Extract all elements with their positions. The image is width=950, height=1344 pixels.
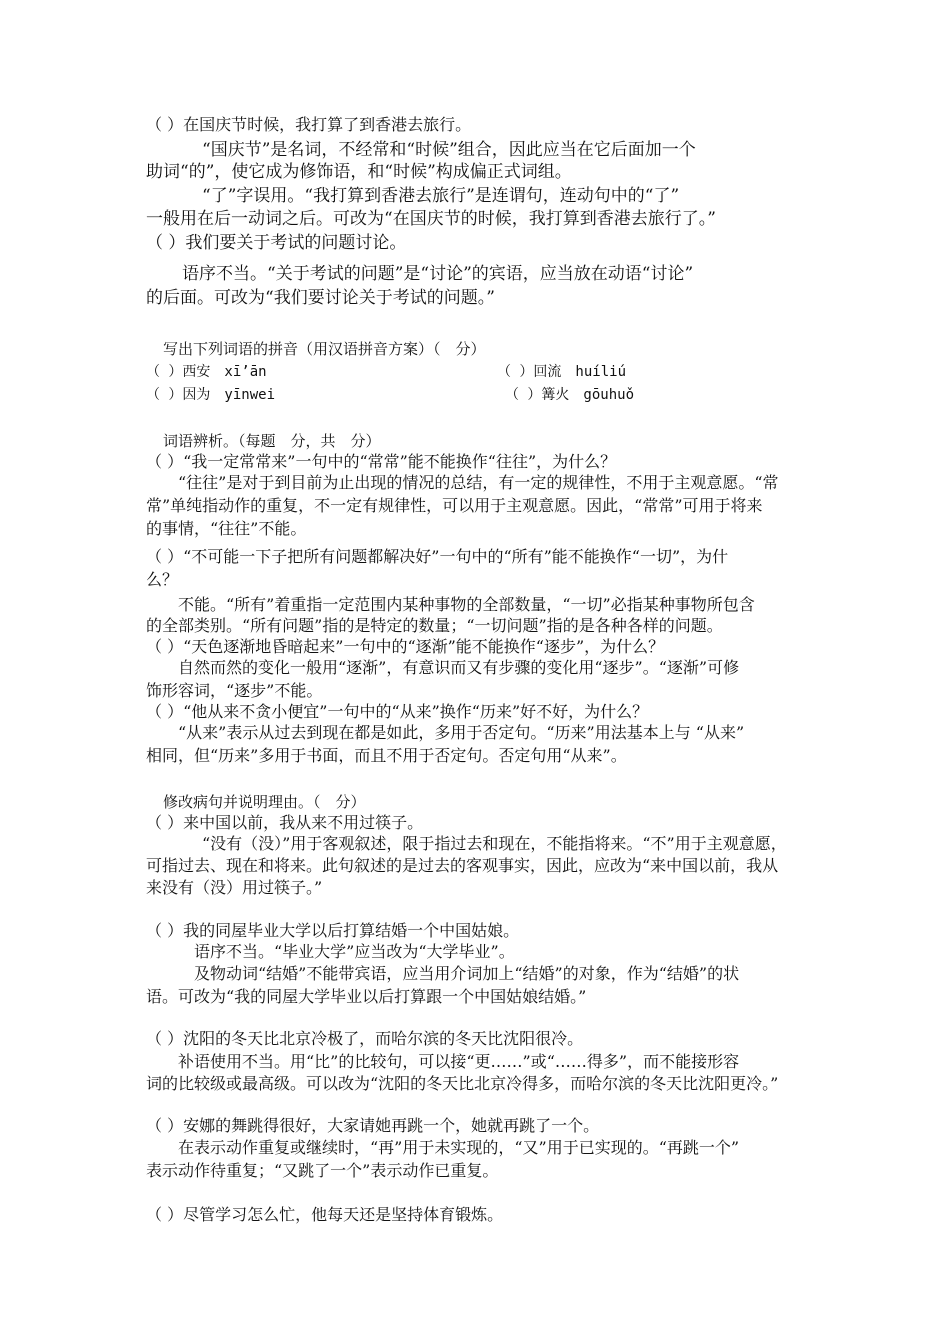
explanation-line: 不能。“所有”着重指一定范围内某种事物的全部数量，“一切”必指某种事物所包含 [178, 595, 755, 614]
explanation-line: 来没有（没）用过筷子。” [146, 878, 323, 897]
explanation-line: 在表示动作重复或继续时，“再”用于未实现的，“又”用于已实现的。“再跳一个” [178, 1138, 740, 1157]
explanation-line: “国庆节”是名词，不经常和“时候”组合，因此应当在它后面加一个 [202, 140, 696, 160]
question-line: （ ）“天色逐渐地昏暗起来”一句中的“逐渐”能不能换作“逐步”，为什么？ [146, 637, 665, 656]
question-line: （ ）我们要关于考试的问题讨论。 [146, 233, 407, 253]
question-line: （ ）来中国以前，我从来不用过筷子。 [146, 813, 424, 832]
question-line: （ ）在国庆节时候，我打算了到香港去旅行。 [146, 115, 472, 134]
explanation-line: 语序不当。“毕业大学”应当改为“大学毕业”。 [194, 942, 515, 961]
pinyin-item: （ ）西安 xī’ān [146, 364, 267, 380]
explanation-line: 饰形容词，“逐步”不能。 [146, 681, 323, 700]
pinyin-item: （ ）篝火 gōuhuǒ [505, 387, 635, 403]
explanation-line: “从来”表示从过去到现在都是如此，多用于否定句。“历来”用法基本上与 “从来” [178, 723, 745, 742]
question-line: （ ）我的同屋毕业大学以后打算结婚一个中国姑娘。 [146, 921, 520, 940]
question-line: （ ）“我一定常常来”一句中的“常常”能不能换作“往往”，为什么？ [146, 452, 617, 471]
explanation-line: “没有（没）”用于客观叙述，限于指过去和现在，不能指将来。“不”用于主观意愿， [202, 834, 787, 853]
explanation-line: 表示动作待重复；“又跳了一个”表示动作已重复。 [146, 1161, 499, 1180]
explanation-line: 自然而然的变化一般用“逐渐”，有意识而又有步骤的变化用“逐步”。“逐渐”可修 [178, 658, 740, 677]
section-heading: 修改病句并说明理由。（ 分） [163, 793, 366, 811]
section-heading: 写出下列词语的拼音（用汉语拼音方案）（ 分） [163, 340, 486, 358]
explanation-line: 补语使用不当。用“比”的比较句，可以接“更……”或“……得多”，而不能接形容 [178, 1052, 740, 1071]
explanation-line: 及物动词“结婚”不能带宾语，应当用介词加上“结婚”的对象，作为“结婚”的状 [194, 964, 740, 983]
explanation-line: 一般用在后一动词之后。可改为“在国庆节的时候，我打算到香港去旅行了。” [146, 209, 716, 229]
explanation-line: 常”单纯指动作的重复，不一定有规律性，可以用于主观意愿。因此，“常常”可用于将来 [146, 496, 763, 515]
explanation-line: 可指过去、现在和将来。此句叙述的是过去的客观事实，因此，应改为“来中国以前，我从 [146, 856, 779, 875]
explanation-line: 词的比较级或最高级。可以改为“沈阳的冬天比北京冷得多，而哈尔滨的冬天比沈阳更冷。” [146, 1074, 779, 1093]
explanation-line: 的事情，“往往”不能。 [146, 519, 307, 538]
explanation-line: 助词“的”，使它成为修饰语，和“时候”构成偏正式词组。 [146, 162, 572, 182]
explanation-line: “了”字误用。“我打算到香港去旅行”是连谓句，连动句中的“了” [202, 186, 680, 206]
pinyin-item: （ ）回流 huíliú [497, 364, 627, 380]
question-line: （ ）安娜的舞跳得很好，大家请她再跳一个，她就再跳了一个。 [146, 1116, 600, 1135]
question-line: 么？ [146, 570, 179, 589]
question-line: （ ）“不可能一下子把所有问题都解决好”一句中的“所有”能不能换作“一切”，为什 [146, 547, 729, 566]
explanation-line: 的后面。可改为“我们要讨论关于考试的问题。” [146, 288, 495, 308]
question-line: （ ）沈阳的冬天比北京冷极了，而哈尔滨的冬天比沈阳很冷。 [146, 1029, 584, 1048]
explanation-line: 的全部类别。“所有问题”指的是特定的数量；“一切问题”指的是各种各样的问题。 [146, 616, 723, 635]
question-line: （ ）尽管学习怎么忙，他每天还是坚持体育锻炼。 [146, 1205, 504, 1224]
explanation-line: 相同，但“历来”多用于书面，而且不用于否定句。否定句用“从来”。 [146, 746, 627, 765]
explanation-line: “往往”是对于到目前为止出现的情况的总结，有一定的规律性，不用于主观意愿。“常 [178, 473, 779, 492]
explanation-line: 语。可改为“我的同屋大学毕业以后打算跟一个中国姑娘结婚。” [146, 987, 587, 1006]
question-line: （ ）“他从来不贪小便宜”一句中的“从来”换作“历来”好不好，为什么？ [146, 702, 649, 721]
explanation-line: 语序不当。“关于考试的问题”是“讨论”的宾语，应当放在动语“讨论” [182, 264, 694, 284]
pinyin-item: （ ）因为 yīnwei [146, 387, 276, 403]
section-heading: 词语辨析。（每题 分，共 分） [163, 432, 381, 450]
